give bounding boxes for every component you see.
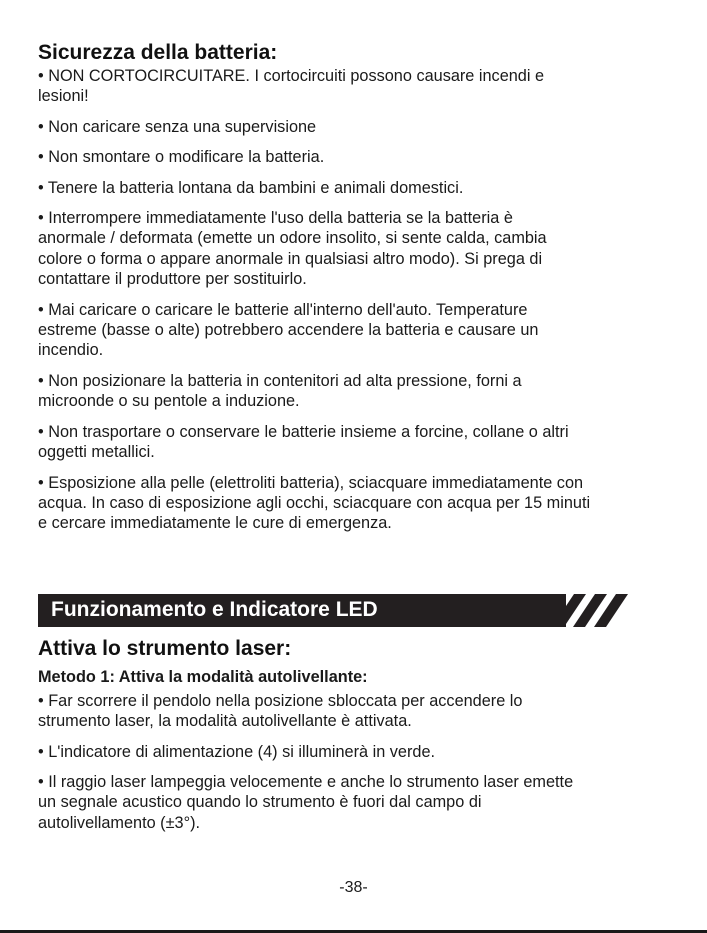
manual-page (38, 40, 678, 833)
banner-title: Funzionamento e Indicatore LED (51, 597, 378, 621)
laser-item-2: • L'indicatore di alimentazione (4) si illuminerà in verde. (38, 742, 436, 761)
page-number: -38- (339, 879, 368, 896)
safety-item-8: • Non trasportare o conservare le batterie insieme a forcine, collane o altri oggetti metallici. (38, 422, 569, 462)
battery-safety-list (38, 66, 678, 534)
safety-item-1: • NON CORTOCIRCUITARE. I cortocircuiti possono causare incendi e lesioni! (38, 67, 545, 106)
safety-item-7: • Non posizionare la batteria in contenitori ad alta pressione, forni a microonde o su pentole a induzione. (38, 371, 522, 411)
method-1-subtitle: Metodo 1: Attiva la modalità autolivellante: (38, 667, 368, 686)
safety-item-2: • Non caricare senza una supervisione (38, 117, 317, 136)
safety-item-6: • Mai caricare o caricare le batterie all'interno dell'auto. Temperature estreme (basse o alte) potrebbero accendere la batteria e causare un incendio. (38, 300, 539, 360)
laser-item-1: • Far scorrere il pendolo nella posizione sbloccata per accendere lo strumento laser, la modalità autolivellante è attivata. (38, 691, 523, 731)
battery-safety-title: Sicurezza della batteria: (38, 41, 278, 64)
activate-laser-list (38, 691, 678, 833)
safety-item-5: • Interrompere immediatamente l'uso della batteria se la batteria è anormale / deformata (emette un odore insolito, si sente calda, cambia colore o forma o appare anormale in qualsiasi altro modo). Si prega di contattare il produttore per sostituirlo. (38, 209, 547, 289)
safety-item-4: • Tenere la batteria lontana da bambini e animali domestici. (38, 178, 464, 197)
banner-stripes-icon (552, 592, 632, 628)
laser-item-3: • Il raggio laser lampeggia velocemente e anche lo strumento laser emette un segnale acustico quando lo strumento è fuori dal campo di autolivellamento (±3°). (38, 772, 574, 832)
section-banner (38, 592, 638, 628)
safety-item-3: • Non smontare o modificare la batteria. (38, 148, 325, 167)
safety-item-9: • Esposizione alla pelle (elettroliti batteria), sciacquare immediatamente con acqua. In caso di esposizione agli occhi, sciacquare con acqua per 15 minuti e cercare immediatamente le cure di emergenza. (38, 473, 591, 533)
activate-laser-title: Attiva lo strumento laser: (38, 636, 292, 660)
